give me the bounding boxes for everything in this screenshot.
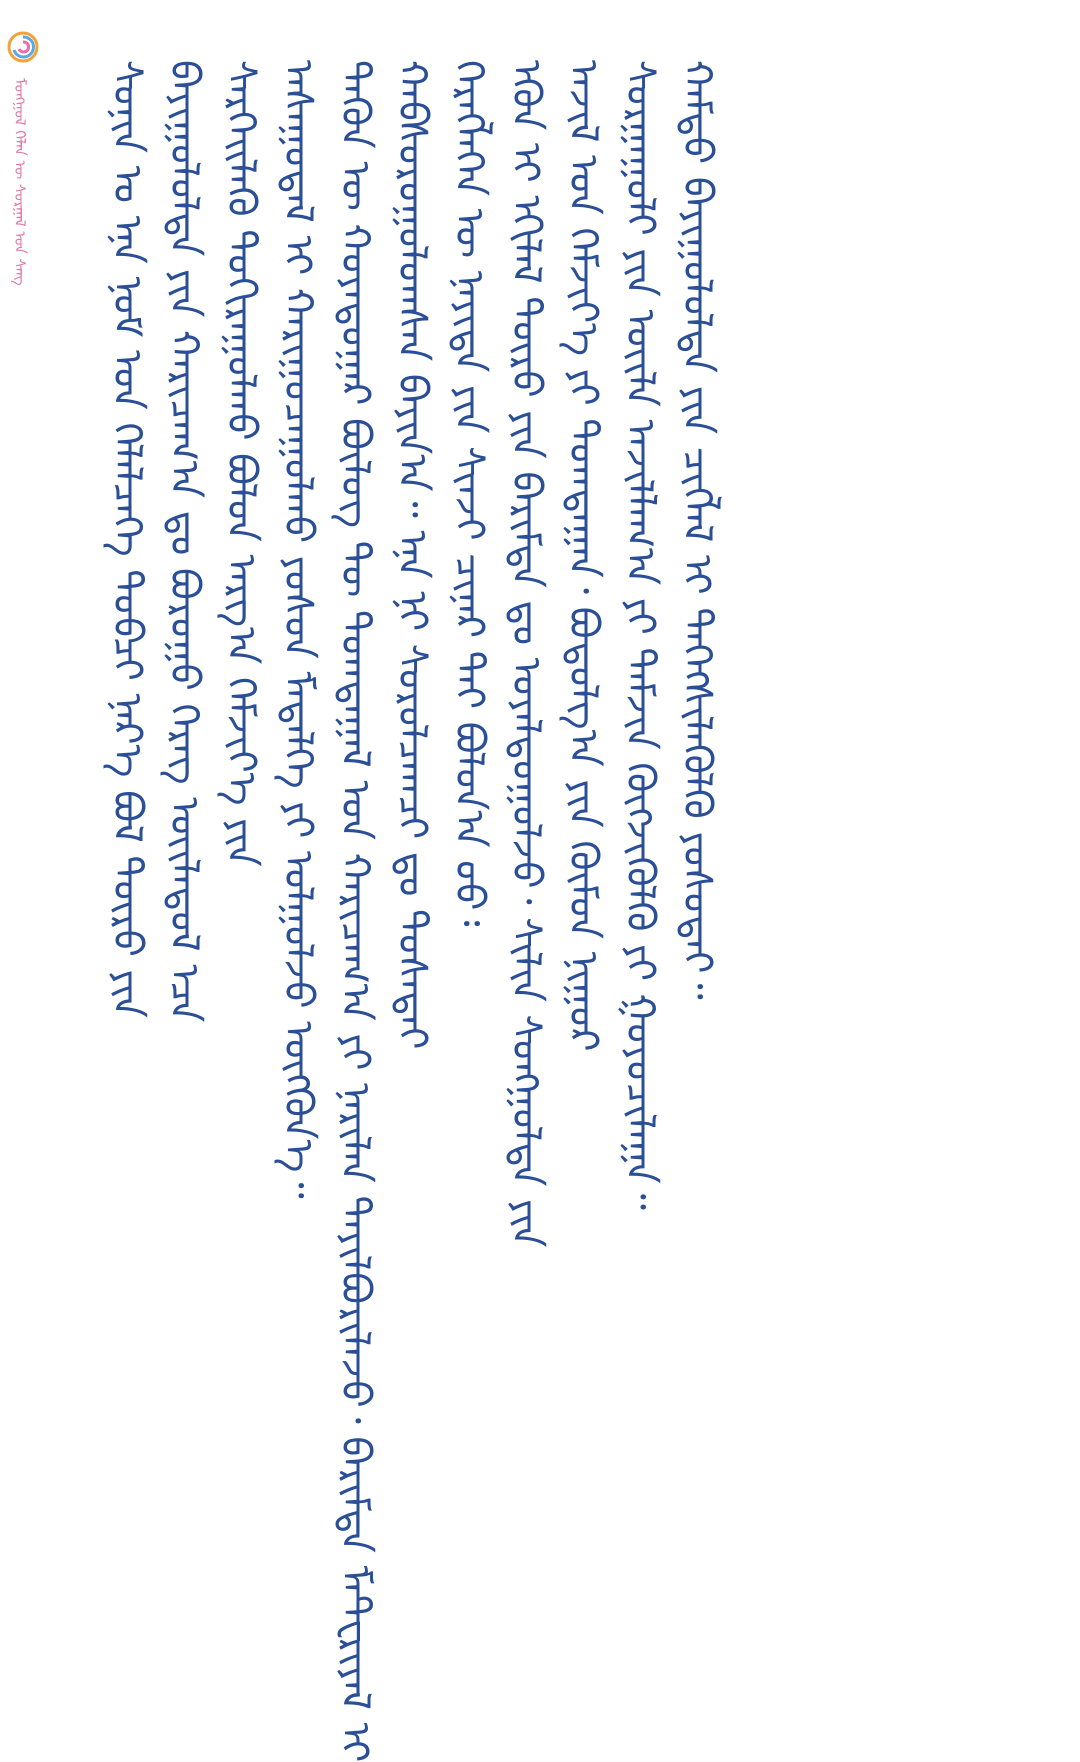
text-column: ᠬᠠᠪᠰᠤᠷᠤᠭᠤᠯᠤᠭᠰᠠᠨ ᠪᠠᠶᠢᠨ᠎ᠠ᠃ ᠡᠨᠡ ᠨᠢ ᠰᠤᠷᠤᠯᠴᠠᠭᠴᠢ ᠳᠤ ᠲᠤᠰᠠᠲᠠᠢ [389, 60, 435, 1050]
text-column: ᠰᠡᠷᠭᠡᠢᠯᠡᠬᠦ ᠲᠣᠬᠢᠷᠠᠭᠤᠯᠬᠤ ᠪᠣᠯᠤᠨ ᠠᠷᠭ᠎ᠠ ᠬᠡᠮᠵᠢᠶ᠎ᠡ ᠶᠢᠨ [218, 60, 264, 867]
watermark-text: ᠮᠣᠩᠭᠣᠯ ᠬᠡᠯᠡᠨ ᠦ ᠰᠤᠷᠭᠠᠯ ᠤᠨ ᠰᠠᠩ [11, 78, 29, 286]
text-column: ᠬᠡᠷᠡᠭᠯᠡᠭᠡᠨ ᠦ ᠨᠡᠶᠢᠲᠡ ᠶᠢᠨ ᠰᠢᠨᠵᠢ ᠴᠢᠨᠠᠷ ᠲᠠᠢ ᠪᠣᠯᠤᠨ᠎ᠠ ᠦᠦ᠄ [446, 60, 492, 927]
text-column: ᠡᠭᠦᠨ ᠢ ᠡᠬᠢᠯᠡᠯ ᠲᠦᠷᠦ ᠶᠢᠨ ᠪᠠᠷᠢᠮᠲᠠ ᠳᠤ ᠤᠶᠠᠯᠳᠤᠭᠤᠯᠵᠤ᠂ ᠰᠢᠯᠢᠨ ᠰᠣᠩᠭᠤᠯᠲᠠ ᠶᠢᠨ [503, 60, 549, 1248]
text-column: ᠲᠡᠭᠦᠨ ᠦ ᠬᠣᠶᠠᠳᠤᠭᠠᠷ ᠪᠦᠯᠦᠭ ᠲᠦ ᠲᠣᠭᠲᠠᠭᠠᠯ ᠤᠨ ᠬᠠᠷᠢᠴᠠᠭ᠎ᠠ ᠶᠢ ᠨᠠᠷᠢᠯᠠᠨ ᠲᠠᠶᠢᠯᠪᠤᠷᠢᠯᠠᠵᠤ᠂ ᠪᠠᠷᠢᠮᠲᠠ ᠮᠠᠲ᠋ᠧᠷᠢᠶᠠᠯ ᠢ [332, 60, 378, 1762]
text-column: ᠠᠵᠢᠯ ᠤᠨ ᠬᠡᠮᠵᠢᠶ᠎ᠡ ᠶᠢ ᠲᠣᠭᠲᠠᠭᠠᠨ᠂ ᠪᠣᠳᠣᠯᠭ᠎ᠠ ᠶᠢᠨ ᠬᠦᠮᠦᠨ ᠨᠢᠭᠤᠷ [560, 60, 606, 1052]
mongolian-text-body [100, 60, 724, 1762]
spiral-logo-icon [6, 30, 40, 64]
text-column: ᠪᠠᠶᠢᠭᠤᠯᠤᠯᠲᠠ ᠶᠢᠨ ᠬᠠᠷᠢᠴᠠᠭ᠎ᠠ ᠳᠤ ᠪᠤᠷᠤᠭᠤ ᠬᠡᠷᠡᠭ ᠦᠢᠯᠡᠳᠦᠯ ᠡᠴᠡ [161, 60, 207, 1023]
text-column: ᠰᠤᠷᠭᠠᠭᠤᠯᠢ ᠶᠢᠨ ᠦᠢᠯᠡ ᠠᠵᠢᠯᠯᠠᠭ᠎ᠠ ᠶᠢ ᠳᠡᠮᠵᠢᠨ ᠬᠥᠭᠵᠢᠭᠦᠯᠬᠦ ᠶᠢ ᠭᠤᠶᠤᠴᠢᠯᠠᠭᠠ᠃ [617, 60, 663, 1210]
text-column: ᠰᠣᠨᠢᠨ ᠤ ᠡᠨᠡ ᠨᠣᠮ ᠤᠨ ᠬᠡᠯᠡᠯᠴᠡᠭᠡ ᠲᠣᠪᠴᠢ ᠨᠡᠷ᠎ᠡ ᠪᠣᠯ ᠲᠦᠷᠦ ᠶᠢᠨ [104, 60, 150, 1018]
text-column: ᠬᠠᠮᠲᠤ ᠪᠠᠶᠢᠭᠤᠯᠤᠯᠲᠠ ᠶᠢᠨ ᠴᠢᠭᠯᠡᠯ ᠢ ᠳᠡᠭᠡᠭᠰᠢᠯᠡᠭᠦᠯᠬᠦ ᠶᠤᠰᠤᠲᠠᠢ᠃ [674, 60, 720, 1000]
text-column: ᠠᠰᠠᠭᠤᠳᠠᠯ ᠢ ᠬᠠᠷᠢᠭᠤᠴᠠᠭᠤᠯᠬᠤ ᠶᠤᠰᠤᠨ ᠮᠡᠳᠡᠯᠭᠡ ᠶᠢ ᠣᠯᠭᠤᠯᠵᠤ ᠥᠭᠭᠦᠨ᠎ᠡ᠃ [275, 60, 321, 1199]
